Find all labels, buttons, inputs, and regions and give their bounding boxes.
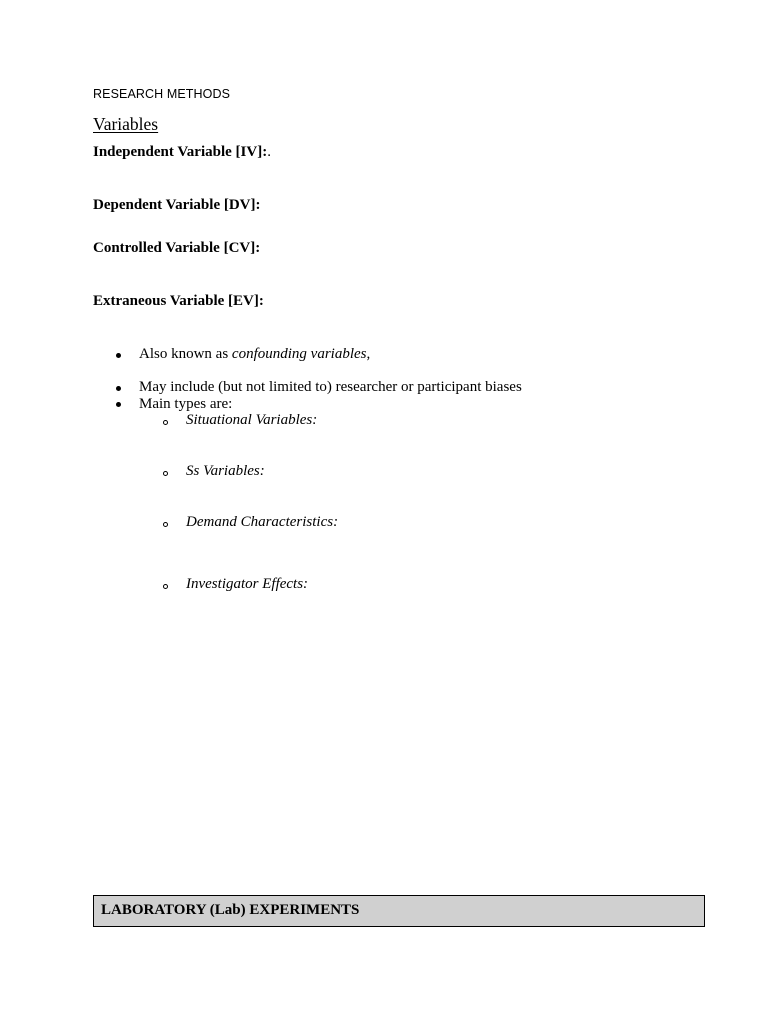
document-header-label: RESEARCH METHODS bbox=[93, 87, 231, 101]
term-extraneous-variable: Extraneous Variable [EV]: bbox=[93, 293, 264, 309]
term-label: Independent Variable [IV]: bbox=[93, 144, 268, 160]
section-banner-lab-experiments: LABORATORY (Lab) EXPERIMENTS bbox=[93, 895, 705, 927]
sub-item-situational: Situational Variables: bbox=[186, 412, 318, 428]
bullet-item-biases: May include (but not limited to) researcher or participant biases bbox=[139, 379, 522, 395]
sub-bullet-marker bbox=[163, 471, 168, 476]
sub-item-investigator: Investigator Effects: bbox=[186, 576, 309, 592]
sub-bullet-marker bbox=[163, 420, 168, 425]
sub-item-demand: Demand Characteristics: bbox=[186, 514, 339, 530]
bullet-marker bbox=[116, 402, 121, 407]
bullet-tail: , bbox=[366, 346, 371, 362]
bullet-text: Also known as bbox=[139, 346, 232, 362]
term-controlled-variable: Controlled Variable [CV]: bbox=[93, 240, 261, 256]
bullet-marker bbox=[116, 353, 121, 358]
sub-bullet-marker bbox=[163, 522, 168, 527]
bullet-emphasis: confounding variables bbox=[231, 346, 367, 362]
term-suffix: . bbox=[267, 144, 271, 160]
bullet-item-confounding bbox=[139, 346, 370, 363]
bullet-marker bbox=[116, 386, 121, 391]
term-independent-variable bbox=[93, 144, 271, 161]
sub-item-ss-variables: Ss Variables: bbox=[186, 463, 265, 479]
term-dependent-variable: Dependent Variable [DV]: bbox=[93, 197, 261, 213]
bullet-item-main-types: Main types are: bbox=[139, 396, 233, 412]
sub-bullet-marker bbox=[163, 584, 168, 589]
section-title: Variables bbox=[93, 114, 159, 134]
